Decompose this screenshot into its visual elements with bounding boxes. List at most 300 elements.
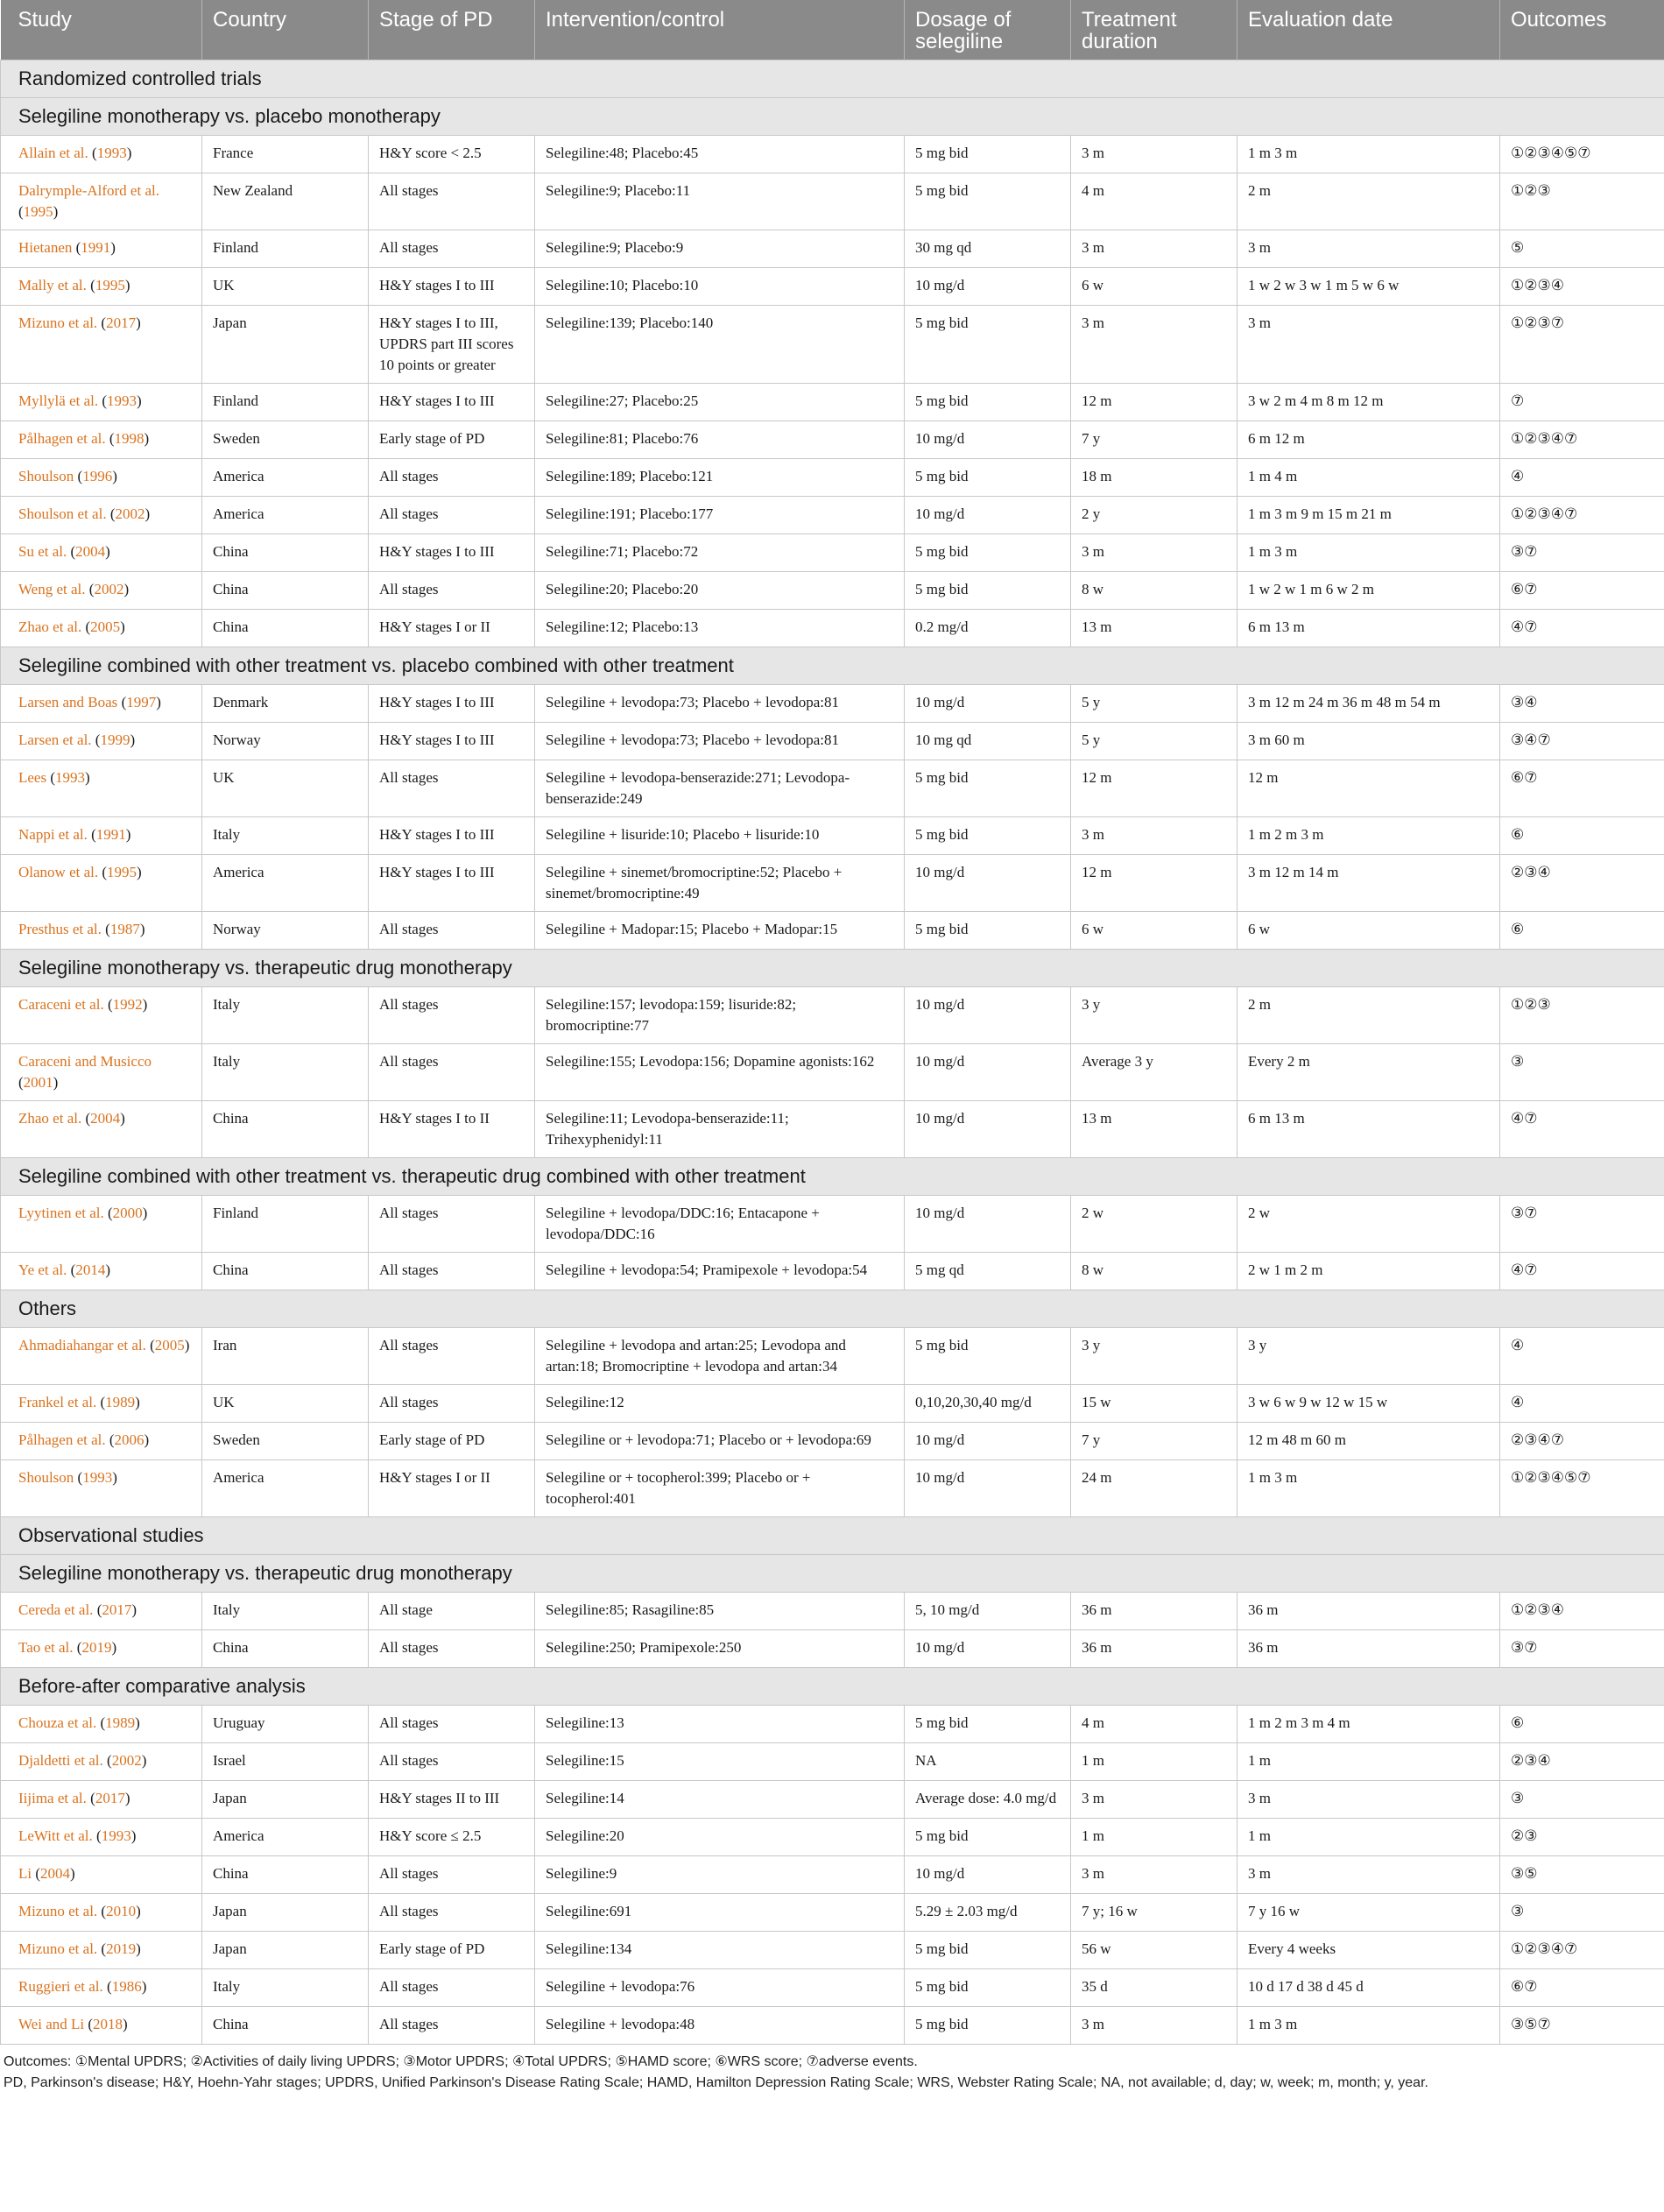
study-close-paren: ) [53, 203, 59, 220]
cell-country: Italy [202, 1969, 369, 2007]
cell-dosage: 5 mg bid [905, 572, 1071, 610]
cell-intervention: Selegiline + levodopa:54; Pramipexole + levodopa:54 [535, 1253, 905, 1290]
table-row [1, 136, 1664, 173]
cell-outcomes: ①②③ [1500, 987, 1664, 1044]
cell-duration: 6 w [1071, 268, 1237, 306]
study-citation-link[interactable] [18, 182, 159, 220]
study-citation-link[interactable] [18, 618, 120, 635]
cell-intervention: Selegiline:9; Placebo:9 [535, 230, 905, 268]
study-author: Zhao et al. [18, 1110, 86, 1127]
cell-evaluation: 3 m [1237, 1781, 1500, 1819]
cell-country: New Zealand [202, 173, 369, 230]
cell-evaluation: 1 m [1237, 1743, 1500, 1781]
study-citation-link[interactable] [18, 1865, 70, 1882]
cell-duration: 7 y; 16 w [1071, 1894, 1237, 1932]
cell-country: Japan [202, 1894, 369, 1932]
cell-country: Norway [202, 723, 369, 760]
cell-intervention: Selegiline:191; Placebo:177 [535, 497, 905, 534]
cell-duration: 8 w [1071, 1253, 1237, 1290]
cell-study [1, 610, 202, 647]
cell-duration: 4 m [1071, 1706, 1237, 1743]
study-author: Shoulson [18, 1469, 78, 1486]
cell-evaluation: 1 m 4 m [1237, 459, 1500, 497]
cell-study [1, 421, 202, 459]
cell-intervention: Selegiline + levodopa/DDC:16; Entacapone + levodopa/DDC:16 [535, 1196, 905, 1253]
cell-dosage: 5 mg bid [905, 459, 1071, 497]
cell-dosage: 5 mg bid [905, 1706, 1071, 1743]
study-open-paren: ( [101, 1903, 107, 1919]
cell-study [1, 268, 202, 306]
section-title: Selegiline monotherapy vs. therapeutic drug monotherapy [1, 950, 1664, 987]
cell-outcomes: ⑥ [1500, 912, 1664, 950]
table-row [1, 173, 1664, 230]
cell-duration: 3 m [1071, 1781, 1237, 1819]
study-open-paren: ( [150, 1337, 155, 1353]
study-citation-link[interactable] [18, 468, 112, 484]
cell-study [1, 1969, 202, 2007]
study-year: 2019 [106, 1940, 137, 1957]
cell-duration: 4 m [1071, 173, 1237, 230]
study-citation-link[interactable] [18, 1469, 112, 1486]
cell-duration: 15 w [1071, 1385, 1237, 1423]
cell-intervention: Selegiline:12 [535, 1385, 905, 1423]
cell-intervention: Selegiline:48; Placebo:45 [535, 136, 905, 173]
table-row [1, 306, 1664, 384]
study-year: 1998 [114, 430, 145, 447]
cell-country: Italy [202, 817, 369, 855]
study-author: Ruggieri et al. [18, 1978, 108, 1995]
table-header [1, 0, 1664, 60]
study-open-paren: ( [121, 694, 127, 710]
study-close-paren: ) [53, 1074, 59, 1091]
table-row [1, 1969, 1664, 2007]
study-citation-link[interactable] [18, 543, 105, 560]
study-year: 2001 [23, 1074, 53, 1091]
study-year: 2004 [90, 1110, 121, 1127]
section-title: Selegiline monotherapy vs. placebo monotherapy [1, 98, 1664, 136]
study-close-paren: ) [123, 581, 130, 597]
cell-country: Sweden [202, 421, 369, 459]
study-citation-link[interactable] [18, 1714, 135, 1731]
study-author: Allain et al. [18, 145, 93, 161]
section-header-row [1, 1555, 1664, 1593]
cell-stage: H&Y stages I to II [369, 1101, 535, 1158]
cell-intervention: Selegiline:155; Levodopa:156; Dopamine agonists:162 [535, 1044, 905, 1101]
cell-country: Japan [202, 306, 369, 384]
study-close-paren: ) [120, 618, 125, 635]
section-title: Others [1, 1290, 1664, 1328]
cell-dosage: 5 mg bid [905, 912, 1071, 950]
study-author: Shoulson et al. [18, 505, 110, 522]
cell-intervention: Selegiline:81; Placebo:76 [535, 421, 905, 459]
study-author: Li [18, 1865, 36, 1882]
cell-stage: All stages [369, 230, 535, 268]
cell-duration: 24 m [1071, 1460, 1237, 1517]
cell-study [1, 306, 202, 384]
study-citation-link[interactable] [18, 1752, 142, 1769]
cell-study [1, 723, 202, 760]
cell-evaluation: 6 m 13 m [1237, 610, 1500, 647]
cell-duration: 12 m [1071, 855, 1237, 912]
cell-country: Italy [202, 1044, 369, 1101]
cell-evaluation: 1 m 3 m [1237, 2007, 1500, 2045]
cell-study [1, 384, 202, 421]
cell-stage: All stages [369, 173, 535, 230]
section-header-row [1, 60, 1664, 98]
study-open-paren: ( [100, 1714, 106, 1731]
study-citation-link[interactable] [18, 430, 145, 447]
cell-duration: 5 y [1071, 685, 1237, 723]
cell-study [1, 1932, 202, 1969]
study-open-paren: ( [96, 1827, 102, 1844]
table-footnotes [0, 2045, 1664, 2094]
cell-dosage: 5 mg bid [905, 760, 1071, 817]
study-open-paren: ( [109, 505, 116, 522]
cell-duration: 13 m [1071, 610, 1237, 647]
study-year: 1993 [82, 1469, 113, 1486]
cell-study [1, 855, 202, 912]
study-author: Nappi et al. [18, 826, 92, 843]
study-citation-link[interactable] [18, 694, 156, 710]
section-header-row [1, 98, 1664, 136]
cell-evaluation: 3 w 2 m 4 m 8 m 12 m [1237, 384, 1500, 421]
cell-stage: H&Y stages I to III [369, 723, 535, 760]
study-citation-link[interactable] [18, 769, 85, 786]
study-citation-link[interactable] [18, 277, 125, 293]
cell-country: China [202, 534, 369, 572]
study-citation-link[interactable] [18, 1903, 136, 1919]
cell-stage: Early stage of PD [369, 1423, 535, 1460]
study-open-paren: ( [35, 1865, 41, 1882]
cell-study [1, 572, 202, 610]
study-close-paren: ) [136, 1940, 141, 1957]
cell-intervention: Selegiline + Madopar:15; Placebo + Madopar:15 [535, 912, 905, 950]
study-year: 1999 [100, 731, 130, 748]
cell-outcomes: ①②③④⑤⑦ [1500, 1460, 1664, 1517]
cell-dosage: 0.2 mg/d [905, 610, 1071, 647]
study-open-paren: ( [75, 239, 81, 256]
cell-stage: H&Y stages I to III [369, 685, 535, 723]
study-close-paren: ) [141, 1752, 147, 1769]
cell-outcomes: ④ [1500, 459, 1664, 497]
cell-duration: 36 m [1071, 1593, 1237, 1630]
study-citation-link[interactable] [18, 2016, 123, 2032]
study-citation-link[interactable] [18, 1827, 131, 1844]
cell-duration: 3 m [1071, 1856, 1237, 1894]
cell-duration: 36 m [1071, 1630, 1237, 1668]
study-open-paren: ( [90, 1790, 95, 1806]
cell-stage: H&Y stages I to III [369, 534, 535, 572]
study-citation-link[interactable] [18, 392, 137, 409]
cell-stage: All stages [369, 987, 535, 1044]
study-close-paren: ) [135, 1714, 140, 1731]
cell-outcomes: ⑥⑦ [1500, 572, 1664, 610]
study-citation-link[interactable] [18, 1978, 142, 1995]
study-year: 1996 [82, 468, 113, 484]
cell-outcomes: ①②③④⑦ [1500, 497, 1664, 534]
study-citation-link[interactable] [18, 1261, 105, 1278]
cell-outcomes: ③⑦ [1500, 534, 1664, 572]
cell-dosage: 10 mg/d [905, 1044, 1071, 1101]
cell-stage: All stage [369, 1593, 535, 1630]
table-row [1, 1044, 1664, 1101]
cell-duration: 2 y [1071, 497, 1237, 534]
cell-evaluation: Every 4 weeks [1237, 1932, 1500, 1969]
study-citation-link[interactable] [18, 921, 140, 937]
cell-duration: 12 m [1071, 384, 1237, 421]
study-close-paren: ) [131, 1601, 137, 1618]
cell-intervention: Selegiline:13 [535, 1706, 905, 1743]
study-author: Pålhagen et al. [18, 1431, 109, 1448]
study-close-paren: ) [124, 277, 130, 293]
study-year: 2002 [115, 505, 145, 522]
table-row [1, 459, 1664, 497]
cell-study [1, 1385, 202, 1423]
cell-outcomes: ⑥ [1500, 817, 1664, 855]
study-author: LeWitt et al. [18, 1827, 97, 1844]
cell-dosage: 5 mg bid [905, 136, 1071, 173]
study-close-paren: ) [141, 1978, 147, 1995]
cell-duration: 3 m [1071, 2007, 1237, 2045]
study-citation-link[interactable] [18, 864, 137, 880]
study-author: Djaldetti et al. [18, 1752, 108, 1769]
study-year: 2002 [111, 1752, 142, 1769]
cell-intervention: Selegiline:71; Placebo:72 [535, 534, 905, 572]
study-year: 2017 [106, 314, 137, 331]
cell-intervention: Selegiline:9 [535, 1856, 905, 1894]
cell-country: China [202, 1101, 369, 1158]
study-close-paren: ) [184, 1337, 190, 1353]
cell-dosage: 5 mg bid [905, 534, 1071, 572]
cell-study [1, 1593, 202, 1630]
study-citation-link[interactable] [18, 1337, 185, 1353]
cell-outcomes: ③ [1500, 1781, 1664, 1819]
cell-duration: 7 y [1071, 421, 1237, 459]
study-citation-link[interactable] [18, 1110, 120, 1127]
cell-stage: All stages [369, 2007, 535, 2045]
cell-dosage: 10 mg/d [905, 421, 1071, 459]
cell-outcomes: ⑤ [1500, 230, 1664, 268]
cell-stage: All stages [369, 572, 535, 610]
cell-dosage: 5 mg bid [905, 1969, 1071, 2007]
study-author: Mizuno et al. [18, 1940, 102, 1957]
study-close-paren: ) [124, 1790, 130, 1806]
cell-country: China [202, 1253, 369, 1290]
study-author: Wei and Li [18, 2016, 88, 2032]
table-row [1, 610, 1664, 647]
study-close-paren: ) [125, 826, 131, 843]
cell-evaluation: 1 w 2 w 1 m 6 w 2 m [1237, 572, 1500, 610]
table-row [1, 534, 1664, 572]
study-citation-link[interactable] [18, 145, 127, 161]
study-author: Dalrymple-Alford et al. [18, 182, 159, 199]
study-author: Iijima et al. [18, 1790, 91, 1806]
table-row [1, 1819, 1664, 1856]
study-author: Myllylä et al. [18, 392, 102, 409]
study-citation-link[interactable] [18, 1601, 131, 1618]
cell-stage: All stages [369, 1894, 535, 1932]
cell-study [1, 1781, 202, 1819]
cell-evaluation: 3 m [1237, 1856, 1500, 1894]
cell-stage: All stages [369, 760, 535, 817]
study-open-paren: ( [101, 1940, 107, 1957]
cell-evaluation: 1 w 2 w 3 w 1 m 5 w 6 w [1237, 268, 1500, 306]
cell-dosage: 10 mg/d [905, 1856, 1071, 1894]
study-year: 1993 [55, 769, 86, 786]
table-row [1, 1856, 1664, 1894]
study-close-paren: ) [130, 1827, 137, 1844]
study-citation-link[interactable] [18, 996, 143, 1013]
study-citation-link[interactable] [18, 239, 110, 256]
cell-duration: 56 w [1071, 1932, 1237, 1969]
study-open-paren: ( [70, 1261, 76, 1278]
cell-stage: All stages [369, 497, 535, 534]
cell-study [1, 1819, 202, 1856]
study-open-paren: ( [18, 203, 24, 220]
study-author: Larsen and Boas [18, 694, 122, 710]
study-year: 1991 [81, 239, 111, 256]
cell-evaluation: 1 m 3 m 9 m 15 m 21 m [1237, 497, 1500, 534]
cell-duration: 3 m [1071, 136, 1237, 173]
study-year: 2002 [94, 581, 124, 597]
cell-stage: H&Y stages I to III, UPDRS part III scores 10 points or greater [369, 306, 535, 384]
table-row [1, 1932, 1664, 1969]
study-close-paren: ) [111, 1639, 117, 1656]
header-country: Country [202, 0, 369, 60]
cell-outcomes: ①②③④ [1500, 268, 1664, 306]
study-year: 1993 [107, 392, 137, 409]
study-citation-link[interactable] [18, 1639, 111, 1656]
cell-intervention: Selegiline:250; Pramipexole:250 [535, 1630, 905, 1668]
study-citation-link[interactable] [18, 1431, 145, 1448]
study-citation-link[interactable] [18, 826, 126, 843]
study-year: 1993 [96, 145, 127, 161]
cell-duration: 3 m [1071, 817, 1237, 855]
cell-study [1, 760, 202, 817]
header-study: Study [1, 0, 202, 60]
study-citation-link[interactable] [18, 1205, 143, 1221]
cell-stage: H&Y score < 2.5 [369, 136, 535, 173]
cell-study [1, 1706, 202, 1743]
cell-outcomes: ①②③④ [1500, 1593, 1664, 1630]
table-row [1, 268, 1664, 306]
cell-evaluation: 1 m 3 m [1237, 534, 1500, 572]
study-citation-link[interactable] [18, 581, 123, 597]
cell-dosage: 5 mg bid [905, 2007, 1071, 2045]
study-open-paren: ( [85, 618, 91, 635]
cell-stage: All stages [369, 912, 535, 950]
study-open-paren: ( [18, 1074, 24, 1091]
study-author: Mizuno et al. [18, 1903, 102, 1919]
table-row [1, 384, 1664, 421]
study-year: 2019 [81, 1639, 112, 1656]
study-author: Larsen et al. [18, 731, 95, 748]
cell-country: Denmark [202, 685, 369, 723]
cell-duration: 1 m [1071, 1743, 1237, 1781]
cell-outcomes: ③⑦ [1500, 1630, 1664, 1668]
cell-study [1, 1044, 202, 1101]
study-close-paren: ) [126, 145, 132, 161]
study-citation-link[interactable] [18, 1940, 136, 1957]
cell-evaluation: 2 w [1237, 1196, 1500, 1253]
study-author: Chouza et al. [18, 1714, 101, 1731]
study-close-paren: ) [156, 694, 161, 710]
study-citation-link[interactable] [18, 1053, 152, 1091]
study-year: 1992 [112, 996, 143, 1013]
cell-duration: 3 m [1071, 534, 1237, 572]
section-title: Selegiline combined with other treatment vs. therapeutic drug combined with other treatment [1, 1158, 1664, 1196]
table-row [1, 572, 1664, 610]
cell-country: Finland [202, 384, 369, 421]
section-header-row [1, 1158, 1664, 1196]
header-evaluation: Evaluation date [1237, 0, 1500, 60]
cell-country: Norway [202, 912, 369, 950]
cell-dosage: NA [905, 1743, 1071, 1781]
cell-outcomes: ②③④ [1500, 855, 1664, 912]
cell-dosage: 10 mg/d [905, 685, 1071, 723]
study-open-paren: ( [105, 921, 110, 937]
study-citation-link[interactable] [18, 1790, 125, 1806]
cell-outcomes: ③ [1500, 1894, 1664, 1932]
cell-outcomes: ③ [1500, 1044, 1664, 1101]
study-year: 1986 [111, 1978, 142, 1995]
study-author: Olanow et al. [18, 864, 102, 880]
cell-dosage: 10 mg/d [905, 1630, 1071, 1668]
study-year: 2017 [102, 1601, 132, 1618]
study-close-paren: ) [110, 239, 116, 256]
table-row [1, 723, 1664, 760]
study-close-paren: ) [112, 1469, 117, 1486]
study-open-paren: ( [88, 2016, 94, 2032]
cell-study [1, 912, 202, 950]
cell-intervention: Selegiline:12; Placebo:13 [535, 610, 905, 647]
cell-intervention: Selegiline:27; Placebo:25 [535, 384, 905, 421]
study-year: 2014 [75, 1261, 106, 1278]
cell-country: UK [202, 1385, 369, 1423]
cell-evaluation: 7 y 16 w [1237, 1894, 1500, 1932]
cell-evaluation: 1 m 2 m 3 m 4 m [1237, 1706, 1500, 1743]
cell-dosage: 5 mg bid [905, 1932, 1071, 1969]
study-close-paren: ) [136, 1903, 141, 1919]
study-citation-link[interactable] [18, 1394, 135, 1410]
cell-evaluation: 1 m 3 m [1237, 1460, 1500, 1517]
cell-stage: All stages [369, 1385, 535, 1423]
cell-country: China [202, 572, 369, 610]
cell-evaluation: 10 d 17 d 38 d 45 d [1237, 1969, 1500, 2007]
study-open-paren: ( [50, 769, 56, 786]
study-citation-link[interactable] [18, 314, 136, 331]
study-year: 1995 [95, 277, 125, 293]
study-open-paren: ( [107, 996, 113, 1013]
cell-stage: All stages [369, 1969, 535, 2007]
cell-country: UK [202, 760, 369, 817]
cell-dosage: 10 mg/d [905, 1101, 1071, 1158]
header-duration: Treatment duration [1071, 0, 1237, 60]
cell-evaluation: 2 m [1237, 173, 1500, 230]
cell-study [1, 817, 202, 855]
cell-dosage: 10 mg/d [905, 1196, 1071, 1253]
study-author: Mizuno et al. [18, 314, 102, 331]
cell-country: France [202, 136, 369, 173]
study-open-paren: ( [92, 145, 97, 161]
cell-duration: 7 y [1071, 1423, 1237, 1460]
cell-stage: All stages [369, 459, 535, 497]
cell-duration: 6 w [1071, 912, 1237, 950]
study-citation-link[interactable] [18, 731, 130, 748]
study-open-paren: ( [107, 1752, 112, 1769]
study-citation-link[interactable] [18, 505, 145, 522]
study-year: 1991 [95, 826, 126, 843]
